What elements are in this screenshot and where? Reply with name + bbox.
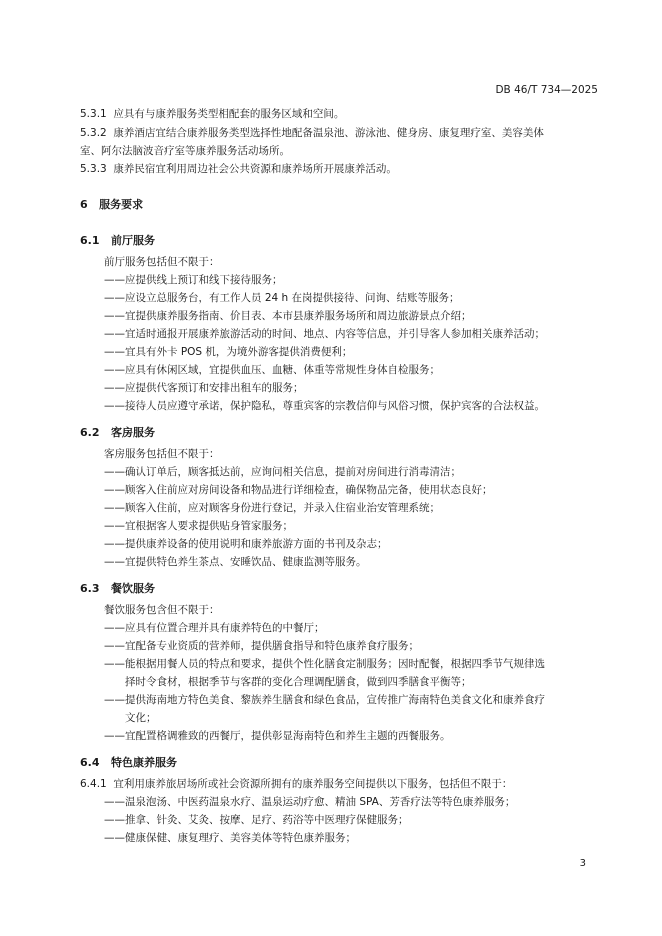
list-item: ——宜根据客人要求提供贴身管家服务； (104, 520, 293, 532)
list-item: ——推拿、针灸、艾灸、按摩、足疗、药浴等中医理疗保健服务； (104, 814, 409, 826)
section-intro: 餐饮服务包含但不限于： (104, 604, 220, 616)
clause-6-4-1 (80, 776, 512, 792)
clause-text: 康养酒店宜结合康养服务类型选择性地配备温泉池、游泳池、健身房、康复理疗室、美容美体 (113, 127, 544, 139)
section-number: 6.3 (80, 582, 100, 595)
list-item-continuation: 择时令食材，根据季节与客群的变化合理调配膳食，做到四季膳食平衡等； (125, 676, 472, 688)
section-6-3-heading (80, 580, 155, 596)
section-intro: 客房服务包括但不限于： (104, 448, 220, 460)
list-item-continuation: 文化； (125, 712, 157, 724)
section-title: 客房服务 (111, 426, 155, 439)
section-title: 餐饮服务 (111, 582, 155, 595)
list-item: ——宜提供康养服务指南、价目表、本市县康养服务场所和周边旅游景点介绍； (104, 310, 472, 322)
list-item: ——接待人员应遵守承诺，保护隐私，尊重宾客的宗教信仰与风俗习惯，保护宾客的合法权益。 (104, 400, 545, 412)
section-6-1-heading (80, 232, 155, 248)
clause-5-3-3 (80, 161, 397, 177)
section-6-2-heading (80, 424, 155, 440)
list-item: ——应提供线上预订和线下接待服务； (104, 274, 283, 286)
clause-5-3-2-line2: 室、阿尔法脑波音疗室等康养服务活动场所。 (80, 145, 290, 157)
list-item: ——应具有休闲区域，宜提供血压、血糖、体重等常规性身体自检服务； (104, 364, 440, 376)
section-title: 前厅服务 (111, 234, 155, 247)
clause-number: 5.3.1 (80, 108, 107, 120)
list-item: ——顾客入住前应对房间设备和物品进行详细检查，确保物品完备，使用状态良好； (104, 484, 493, 496)
clause-number: 5.3.3 (80, 163, 107, 175)
list-item: ——顾客入住前，应对顾客身份进行登记，并录入住宿业治安管理系统； (104, 502, 440, 514)
chapter-number: 6 (80, 198, 88, 211)
section-title: 特色康养服务 (111, 756, 177, 769)
page-number: 3 (579, 858, 586, 869)
list-item: ——应具有位置合理并具有康养特色的中餐厅； (104, 622, 325, 634)
list-item: ——宜提供特色养生茶点、安睡饮品、健康监测等服务。 (104, 556, 367, 568)
list-item: ——确认订单后，顾客抵达前，应询问相关信息，提前对房间进行消毒清洁； (104, 466, 461, 478)
list-item: ——能根据用餐人员的特点和要求，提供个性化膳食定制服务；因时配餐，根据四季节气规律选 (104, 658, 545, 670)
document-code-header: DB 46/T 734—2025 (495, 84, 598, 96)
list-item: ——宜具有外卡 POS 机，为境外游客提供消费便利； (104, 346, 353, 358)
list-item: ——宜配置格调雅致的西餐厅，提供彰显海南特色和养生主题的西餐服务。 (104, 730, 451, 742)
section-number: 6.4 (80, 756, 100, 769)
list-item: ——应设立总服务台，有工作人员 24 h 在岗提供接待、问询、结账等服务； (104, 292, 460, 304)
section-number: 6.1 (80, 234, 100, 247)
clause-text: 宜利用康养旅居场所或社会资源所拥有的康养服务空间提供以下服务，包括但不限于： (113, 778, 513, 790)
list-item: ——应提供代客预订和安排出租车的服务； (104, 382, 304, 394)
chapter-6-heading (80, 196, 143, 212)
chapter-title: 服务要求 (99, 198, 144, 211)
clause-text: 康养民宿宜利用周边社会公共资源和康养场所开展康养活动。 (113, 163, 397, 175)
list-item: ——宜配备专业资质的营养师，提供膳食指导和特色康养食疗服务； (104, 640, 419, 652)
section-number: 6.2 (80, 426, 100, 439)
section-6-4-heading (80, 754, 177, 770)
list-item: ——健康保健、康复理疗、美容美体等特色康养服务； (104, 832, 356, 844)
clause-text: 应具有与康养服务类型相配套的服务区域和空间。 (113, 108, 345, 120)
clause-number: 5.3.2 (80, 127, 107, 139)
list-item: ——提供康养设备的使用说明和康养旅游方面的书刊及杂志； (104, 538, 388, 550)
list-item: ——温泉泡汤、中医药温泉水疗、温泉运动疗愈、精油 SPA、芳香疗法等特色康养服务； (104, 796, 516, 808)
clause-5-3-1 (80, 106, 344, 122)
list-item: ——提供海南地方特色美食、黎族养生膳食和绿色食品，宣传推广海南特色美食文化和康养食疗 (104, 694, 545, 706)
clause-5-3-2-line1 (80, 125, 544, 141)
section-intro: 前厅服务包括但不限于： (104, 256, 220, 268)
clause-number: 6.4.1 (80, 778, 107, 790)
list-item: ——宜适时通报开展康养旅游活动的时间、地点、内容等信息，并引导客人参加相关康养活动； (104, 328, 545, 340)
